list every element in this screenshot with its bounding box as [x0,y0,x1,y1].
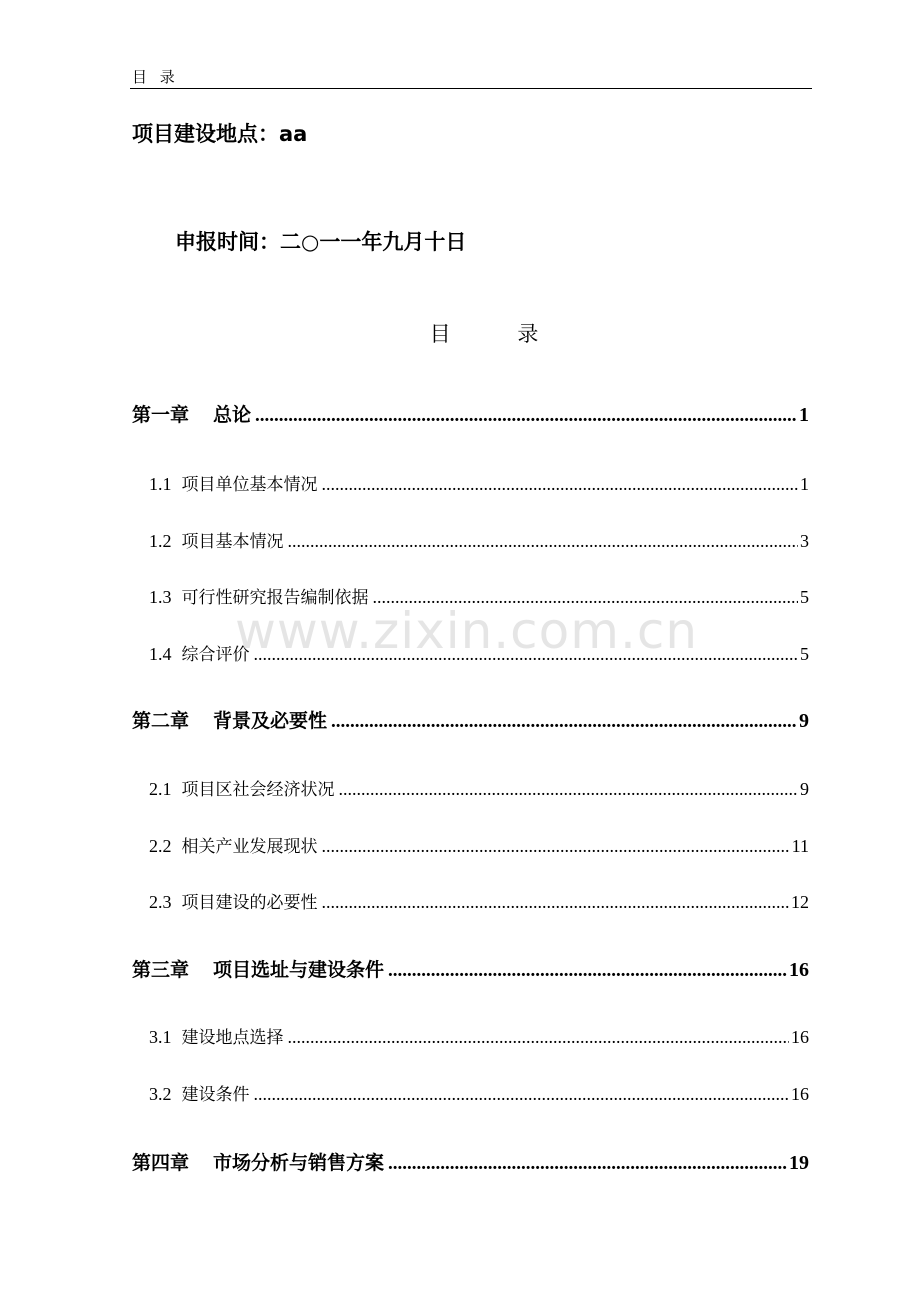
toc-leader-dots [388,960,787,982]
toc-entry-title: 项目区社会经济状况 [181,780,335,800]
toc-entry-number: 3.2 [149,1084,172,1104]
toc-entry-number: 1.4 [149,644,172,664]
toc-entry-title: 市场分析与销售方案 [213,1152,385,1174]
toc-entry-page: 1 [800,474,809,494]
toc-leader-dots [388,1153,787,1175]
toc-leader-dots [255,405,797,427]
toc-entry-page: 11 [791,836,809,856]
toc-entry-page: 1 [799,404,809,426]
project-site-line: 项目建设地点：aa [132,122,308,146]
toc-entry-page: 9 [800,779,809,799]
toc-section-2-3[interactable] [149,888,809,913]
toc-leader-dots [254,1084,790,1105]
watermark: www.zixin.com.cn [235,602,699,660]
toc-leader-dots [322,892,790,913]
toc-entry-number: 第三章 [132,959,190,981]
toc-chapter-3[interactable] [132,955,809,982]
header-text: 目 录 [132,68,179,86]
toc-entry-page: 16 [791,1084,809,1104]
toc-entry-title: 建设条件 [181,1085,250,1105]
toc-entry-number: 1.3 [149,587,172,607]
toc-entry-page: 5 [800,644,809,664]
toc-entry-number: 第四章 [132,1152,190,1174]
submission-date-line: 申报时间：二○一一年九月十日 [175,230,467,254]
toc-entry-title: 背景及必要性 [213,710,328,732]
toc-entry-page: 3 [800,531,809,551]
toc-entry-title: 项目选址与建设条件 [213,959,385,981]
toc-chapter-2[interactable] [132,706,809,733]
toc-leader-dots [339,779,799,800]
toc-entry-number: 第一章 [132,404,190,426]
toc-entry-title: 相关产业发展现状 [181,837,318,857]
toc-entry-title: 可行性研究报告编制依据 [181,588,369,608]
toc-chapter-4[interactable] [132,1148,809,1175]
toc-entry-number: 2.1 [149,779,172,799]
toc-entry-number: 3.1 [149,1027,172,1047]
toc-section-3-2[interactable] [149,1080,809,1105]
toc-entry-page: 9 [799,710,809,732]
toc-entry-number: 第二章 [132,710,190,732]
toc-section-1-2[interactable] [149,527,809,552]
toc-entry-page: 19 [789,1152,809,1174]
toc-entry-number: 2.3 [149,892,172,912]
toc-leader-dots [288,1027,790,1048]
toc-entry-page: 16 [789,959,809,981]
toc-title: 目 录 [429,322,569,346]
toc-entry-title: 综合评价 [181,645,250,665]
toc-section-1-1[interactable] [149,470,809,495]
toc-entry-title: 项目基本情况 [181,532,284,552]
toc-entry-number: 2.2 [149,836,172,856]
toc-entry-title: 建设地点选择 [181,1028,284,1048]
toc-entry-title: 项目建设的必要性 [181,893,318,913]
toc-entry-title: 项目单位基本情况 [181,475,318,495]
toc-section-2-2[interactable] [149,832,809,857]
toc-entry-number: 1.2 [149,531,172,551]
toc-entry-number: 1.1 [149,474,172,494]
toc-leader-dots [288,531,799,552]
toc-leader-dots [331,711,797,733]
toc-leader-dots [322,836,790,857]
toc-entry-page: 5 [800,587,809,607]
page-header [130,62,812,89]
toc-section-3-1[interactable] [149,1023,809,1048]
toc-entry-page: 16 [791,1027,809,1047]
toc-entry-page: 12 [791,892,809,912]
toc-chapter-1[interactable] [132,400,809,427]
toc-leader-dots [322,474,799,495]
toc-entry-title: 总论 [213,404,252,426]
toc-section-2-1[interactable] [149,775,809,800]
